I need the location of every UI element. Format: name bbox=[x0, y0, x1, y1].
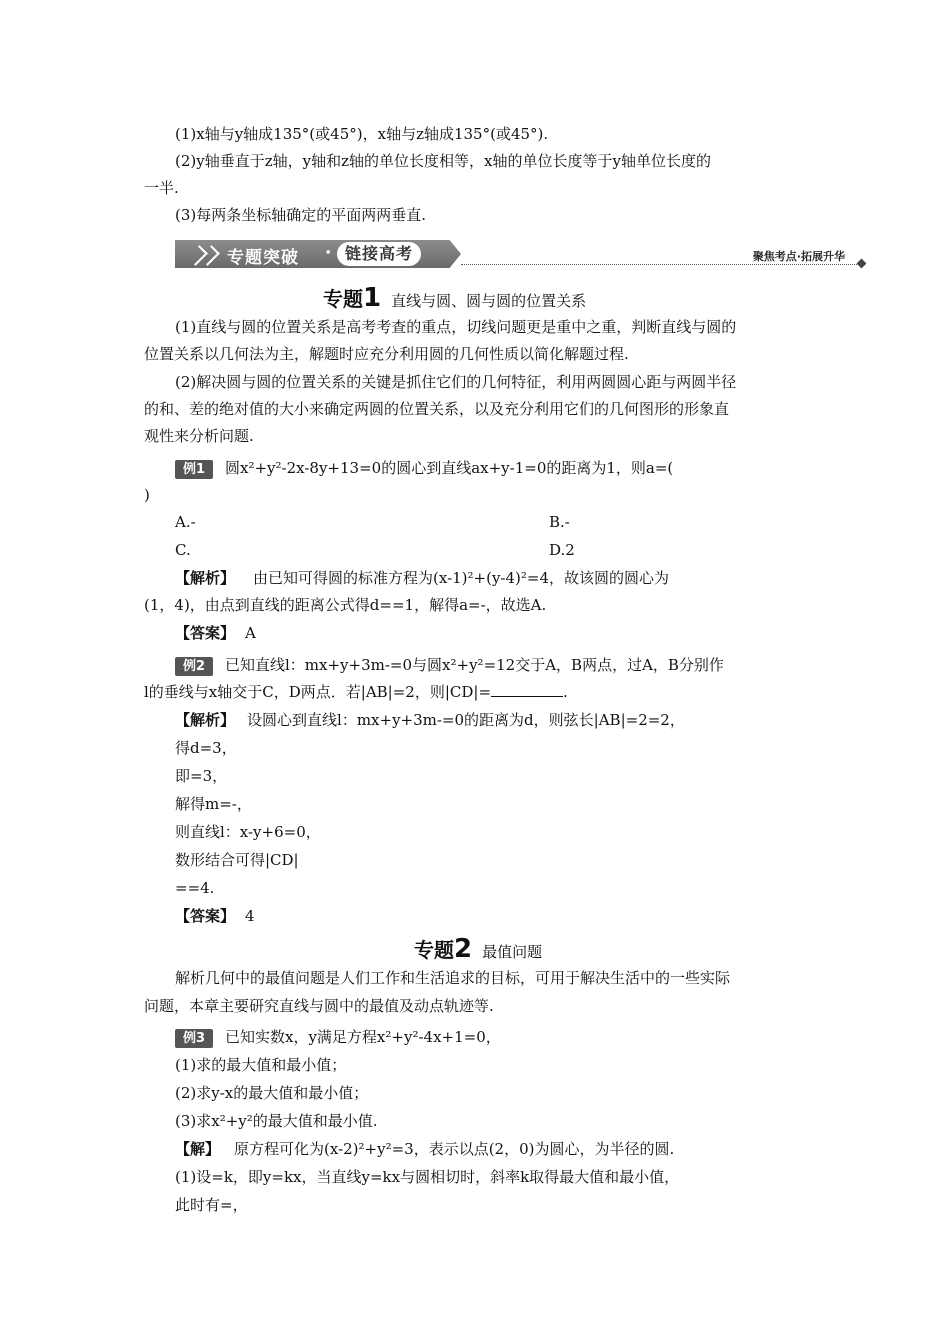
intro-line-2b: 一半. bbox=[144, 179, 179, 197]
banner-separator: · bbox=[325, 243, 332, 263]
topic1-subtitle: 直线与圆、圆与圆的位置关系 bbox=[391, 292, 587, 310]
example2-answer bbox=[175, 905, 255, 927]
example1-analysis bbox=[175, 567, 669, 589]
topic2-subtitle: 最值问题 bbox=[482, 943, 543, 961]
topic1-number: 1 bbox=[363, 283, 382, 313]
example2-step-6: ==4. bbox=[175, 879, 215, 897]
example2-step-4: 则直线l：x-y+6=0， bbox=[175, 823, 321, 841]
example1-analysis-label: 【解析】 bbox=[175, 569, 236, 587]
example2-analysis-text: 设圆心到直线l：mx+y+3m-=0的距离为d，则弦长|AB|=2=2， bbox=[247, 711, 685, 729]
example1-analysis-text: 由已知可得圆的标准方程为(x-1)²+(y-4)²=4，故该圆的圆心为 bbox=[253, 569, 670, 587]
example3-solution-line-2: (1)设=k，即y=kx，当直线y=kx与圆相切时，斜率k取得最大值和最小值， bbox=[175, 1168, 680, 1186]
topic2-number: 2 bbox=[454, 934, 473, 964]
example1-answer bbox=[175, 622, 256, 644]
example2-question-line-2 bbox=[144, 681, 568, 703]
example3-solution-text: 原方程可化为(x-2)²+y²=3，表示以点(2，0)为圆心，为半径的圆. bbox=[234, 1140, 675, 1158]
example3-badge: 例3 bbox=[175, 1029, 213, 1048]
example1-option-b: B.- bbox=[549, 513, 570, 531]
intro-line-3: (3)每两条坐标轴确定的平面两两垂直. bbox=[175, 206, 427, 224]
topic1-label: 专题 bbox=[323, 287, 363, 311]
example3-part-1: (1)求的最大值和最小值； bbox=[175, 1056, 347, 1074]
example1-badge: 例1 bbox=[175, 460, 213, 479]
example2-step-3: 解得m=-， bbox=[175, 795, 252, 813]
example3-question bbox=[175, 1026, 501, 1048]
example2-question bbox=[175, 654, 724, 676]
example1-question-end: ) bbox=[144, 486, 150, 504]
answer-blank bbox=[491, 682, 563, 697]
banner-title: 专题突破 bbox=[227, 248, 299, 268]
example1-question-text: 圆x²+y²-2x-8y+13=0的圆心到直线ax+y-1=0的距离为1，则a=( bbox=[225, 459, 674, 477]
example2-question-end: . bbox=[563, 683, 568, 701]
example1-option-a: A.- bbox=[175, 513, 196, 531]
topic2-heading bbox=[414, 934, 542, 967]
example1-option-c: C. bbox=[175, 541, 191, 559]
example2-step-2: 即=3， bbox=[175, 767, 228, 785]
example3-part-2: (2)求y-x的最大值和最小值； bbox=[175, 1084, 369, 1102]
topic1-p2-line-3: 观性来分析问题. bbox=[144, 427, 254, 445]
banner-dotted-rule bbox=[461, 264, 857, 265]
example1-analysis-line-2: (1，4)，由点到直线的距离公式得d==1，解得a=-，故选A. bbox=[144, 596, 547, 614]
example2-question-text: 已知直线l：mx+y+3m-=0与圆x²+y²=12交于A，B两点，过A，B分别作 bbox=[225, 656, 724, 674]
topic2-p1-line-1: 解析几何中的最值问题是人们工作和生活追求的目标，可用于解决生活中的一些实际 bbox=[175, 969, 731, 987]
topic2-label: 专题 bbox=[414, 938, 454, 962]
diamond-icon bbox=[857, 259, 867, 269]
example3-solution bbox=[175, 1138, 674, 1160]
banner-right-caption: 聚焦考点·拓展升华 bbox=[752, 250, 845, 263]
topic1-heading bbox=[323, 283, 586, 316]
example2-analysis-label: 【解析】 bbox=[175, 711, 236, 729]
section-banner bbox=[175, 240, 865, 270]
example2-answer-value: 4 bbox=[245, 907, 255, 925]
example3-solution-label: 【解】 bbox=[175, 1140, 221, 1158]
topic2-p1-line-2: 问题，本章主要研究直线与圆中的最值及动点轨迹等. bbox=[144, 997, 494, 1015]
example1-question bbox=[175, 457, 673, 479]
example2-badge: 例2 bbox=[175, 657, 213, 676]
topic1-p2-line-1: (2)解决圆与圆的位置关系的关键是抓住它们的几何特征，利用两圆圆心距与两圆半径 bbox=[175, 373, 737, 391]
topic1-p2-line-2: 的和、差的绝对值的大小来确定两圆的位置关系，以及充分利用它们的几何图形的形象直 bbox=[144, 400, 730, 418]
example3-question-text: 已知实数x，y满足方程x²+y²-4x+1=0， bbox=[225, 1028, 501, 1046]
example2-analysis bbox=[175, 709, 685, 731]
example1-answer-label: 【答案】 bbox=[175, 624, 236, 642]
topic1-p1-line-1: (1)直线与圆的位置关系是高考考查的重点，切线问题更是重中之重，判断直线与圆的 bbox=[175, 318, 737, 336]
example2-question-text-2: l的垂线与x轴交于C，D两点．若|AB|=2，则|CD|= bbox=[144, 683, 492, 701]
example2-step-5: 数形结合可得|CD| bbox=[175, 851, 299, 869]
example3-solution-line-3: 此时有=， bbox=[175, 1196, 248, 1214]
example2-answer-label: 【答案】 bbox=[175, 907, 236, 925]
topic1-p1-line-2: 位置关系以几何法为主，解题时应充分利用圆的几何性质以简化解题过程. bbox=[144, 345, 629, 363]
example3-part-3: (3)求x²+y²的最大值和最小值. bbox=[175, 1112, 378, 1130]
intro-line-1: (1)x轴与y轴成135°(或45°)，x轴与z轴成135°(或45°). bbox=[175, 125, 549, 143]
example2-step-1: 得d=3， bbox=[175, 739, 237, 757]
intro-line-2: (2)y轴垂直于z轴，y轴和z轴的单位长度相等，x轴的单位长度等于y轴单位长度的 bbox=[175, 152, 711, 170]
banner-tag: 链接高考 bbox=[337, 242, 421, 266]
example1-answer-value: A bbox=[245, 624, 256, 642]
example1-option-d: D.2 bbox=[549, 541, 575, 559]
